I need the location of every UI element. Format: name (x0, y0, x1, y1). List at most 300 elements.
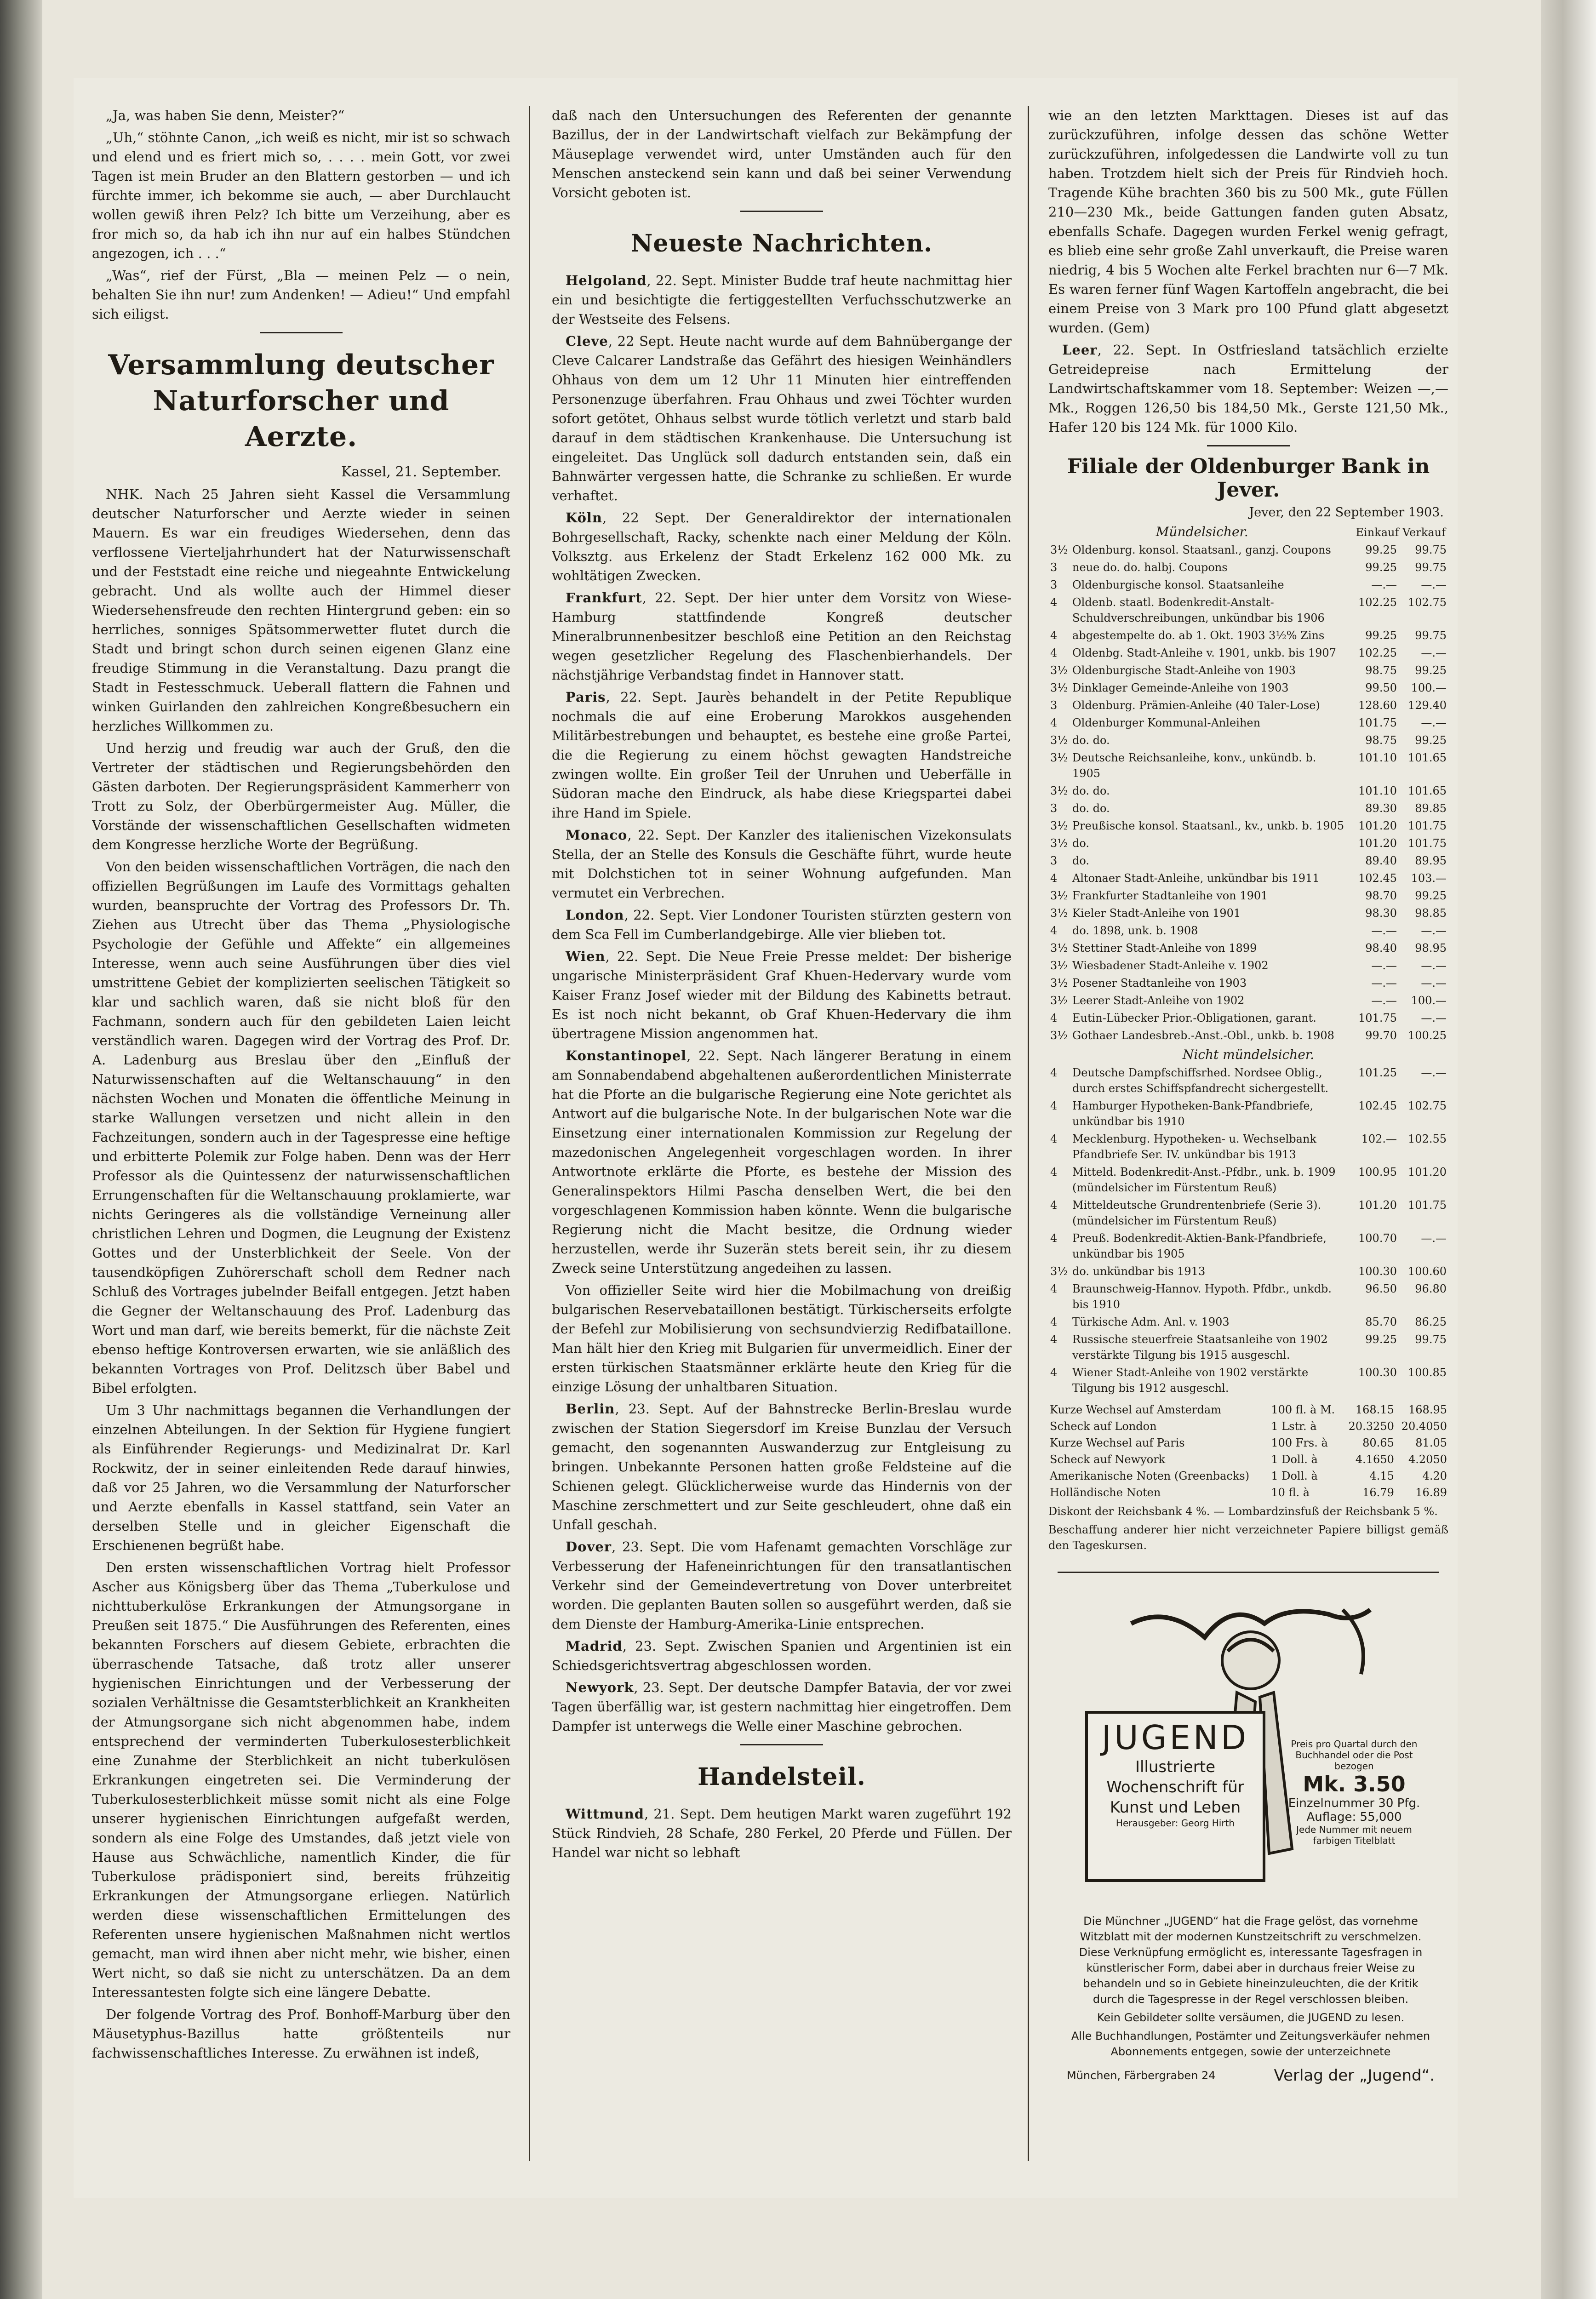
exchange-unit: 1 Doll. à (1271, 1453, 1318, 1466)
rate-buy: 101.75 (1358, 1012, 1397, 1024)
exchange-table (1048, 1401, 1448, 1501)
rate-row (1048, 1331, 1448, 1364)
rate-sell: 99.25 (1415, 889, 1447, 902)
rate-pct: 3½ (1050, 819, 1068, 832)
rate-name: do. unkündbar bis 1913 (1072, 1265, 1206, 1278)
column-left (92, 106, 510, 2166)
exchange-unit: 1 Lstr. à (1271, 1420, 1317, 1433)
exchange-row (1048, 1468, 1448, 1484)
article-paragraph: daß nach den Untersuchungen des Referenten der genannte Bazillus, der in der Landwirtschaft vielfach zur Bekämpfung der Mäuseplage verwendet wird, unter Umständen auch für den Menschen ansteckend sein kann und daß bei seiner Verwendung Vorsicht geboten ist. (552, 108, 1012, 200)
rate-pct: 4 (1050, 1066, 1058, 1079)
rate-name: Dinklager Gemeinde-Anleihe von 1903 (1072, 681, 1289, 694)
rate-name: Oldenburger Kommunal-Anleihen (1072, 716, 1261, 729)
rate-pct: 3 (1050, 699, 1058, 712)
rate-row (1048, 887, 1448, 904)
rate-sell: 99.75 (1415, 561, 1447, 574)
rate-row (1048, 1097, 1448, 1130)
rate-row (1048, 817, 1448, 835)
news-item-text: 22. Sept. Der Kanzler des italienischen Vizekonsulats Stella, der an Stelle des Konsuls die Geschäfte führt, wurde heute mit Dolchstichen tot in seiner Wohnung aufgefunden. Man vermutet ein Verbrechen. (552, 827, 1012, 901)
rate-sell: 101.75 (1408, 819, 1447, 832)
rate-sell: —.— (1421, 959, 1447, 972)
rate-row (1048, 939, 1448, 957)
rate-pct: 4 (1050, 1333, 1058, 1346)
rate-name: Mitteld. Bodenkredit-Anst.-Pfdbr., unk. b. 1909 (mündelsicher im Fürstentum Reuß) (1072, 1166, 1336, 1194)
story-paragraph: „Was“, rief der Fürst, „Bla — meinen Pelz — o nein, behalten Sie ihn nur! zum Andenken! — Adieu!“ Und empfahl sich eiligst. (92, 268, 510, 322)
rate-sell: 99.75 (1415, 1333, 1447, 1346)
rate-sell: 101.75 (1408, 837, 1447, 850)
rate-buy: 98.30 (1365, 907, 1397, 920)
rate-row (1048, 835, 1448, 852)
exchange-buy: 80.65 (1362, 1436, 1394, 1449)
rate-buy: 128.60 (1358, 699, 1397, 712)
exchange-unit: 100 fl. à M. (1271, 1403, 1335, 1416)
rate-pct: 3½ (1050, 751, 1068, 764)
rate-sell: 96.80 (1415, 1282, 1447, 1295)
rate-pct: 3 (1050, 802, 1058, 815)
rate-row (1048, 800, 1448, 817)
rate-pct: 4 (1050, 1099, 1058, 1112)
place-name: Newyork (566, 1680, 634, 1695)
rate-name: Wiesbadener Stadt-Anleihe v. 1902 (1072, 959, 1269, 972)
article-headline: Versammlung deutscher Naturforscher und Aerzte. (108, 349, 494, 453)
rate-sell: 101.20 (1408, 1166, 1447, 1178)
place-name: Cleve (566, 333, 608, 349)
rate-sell: 99.25 (1415, 664, 1447, 677)
rate-name: Altonaer Stadt-Anleihe, unkündbar bis 1911 (1072, 872, 1320, 885)
ad-body (1067, 1913, 1435, 2083)
rate-name: Türkische Adm. Anl. v. 1903 (1072, 1315, 1230, 1328)
rate-row (1048, 1163, 1448, 1196)
rate-name: Oldenburg. konsol. Staatsanl., ganzj. Coupons (1072, 543, 1331, 556)
rate-name: Oldenburgische konsol. Staatsanleihe (1072, 578, 1284, 591)
rate-buy: 101.20 (1358, 837, 1397, 850)
rate-sell: —.— (1421, 1012, 1447, 1024)
ad-price: Mk. 3.50 (1303, 1772, 1406, 1796)
ad-subtitle: Kunst und Leben (1110, 1798, 1241, 1817)
place-name: Dover (566, 1539, 612, 1555)
rate-row (1048, 1009, 1448, 1027)
ad-single-price: Einzelnummer 30 Pfg. (1288, 1796, 1420, 1810)
rate-name: Eutin-Lübecker Prior.-Obligationen, garant. (1072, 1012, 1316, 1024)
rate-name: do. (1072, 837, 1090, 850)
rate-pct: 3½ (1050, 543, 1068, 556)
rate-pct: 4 (1050, 1166, 1058, 1178)
rate-buy: 98.75 (1365, 734, 1397, 747)
exchange-row (1048, 1435, 1448, 1451)
rate-pct: 3 (1050, 578, 1058, 591)
ad-footer (1067, 2068, 1435, 2083)
ad-body-text: Die Münchner „JUGEND“ hat die Frage gelöst, das vornehme Witzblatt mit der modernen Kunstzeitschrift zu verschmelzen. Diese Verknüpfung ermöglicht es, interessante Tagesfragen in künstlerischer Form, dabei aber in durchaus freier Weise zu behandeln und so in Gebiete hineinzuleuchten, die der Kritik durch die Tagespresse in der Regel verschlossen bleiben. (1079, 1915, 1423, 2006)
newspaper-page (74, 78, 1458, 2198)
rate-name: do. 1898, unk. b. 1908 (1072, 924, 1198, 937)
rate-name: do. do. (1072, 802, 1110, 815)
rate-pct: 3½ (1050, 889, 1068, 902)
rate-row (1048, 957, 1448, 974)
rate-row (1048, 559, 1448, 576)
trade-text: 22. Sept. In Ostfriesland tatsächlich erzielte Getreidepreise nach Ermittelung der Landwirtschaftskammer vom 18. September: Weizen —,— Mk., Roggen 126,50 bis 184,50 Mk., Gerste 121,50 Mk., Hafer 120 bis 124 Mk. für 1000 Kilo. (1048, 342, 1448, 435)
rate-name: Wiener Stadt-Anleihe von 1902 verstärkte Tilgung bis 1912 ausgeschl. (1072, 1366, 1309, 1395)
rate-row (1048, 852, 1448, 869)
rate-sell: 86.25 (1415, 1315, 1447, 1328)
divider (740, 1744, 823, 1745)
ad-circulation: Auflage: 55,000 (1306, 1810, 1402, 1824)
jugend-advertisement (1058, 1572, 1439, 2125)
place-name: Wien (566, 949, 606, 964)
rate-row (1048, 679, 1448, 697)
rate-name: do. do. (1072, 734, 1110, 747)
divider (1207, 445, 1290, 446)
rate-row (1048, 904, 1448, 922)
rate-pct: 4 (1050, 1366, 1058, 1379)
exchange-buy: 168.15 (1355, 1403, 1394, 1416)
rate-name: do. do. (1072, 784, 1110, 797)
rates-table (1048, 541, 1448, 1044)
rate-row (1048, 627, 1448, 644)
ad-price-head: Preis pro Quartal durch den Buchhandel oder die Post bezogen (1291, 1739, 1418, 1772)
rate-sell: 89.95 (1415, 854, 1447, 867)
news-item: Konstantinopel, 22. Sept. Nach längerer Beratung in einem am Sonnabendabend abgehaltenen außerordentlichen Ministerrate hat die Pforte an die bulgarische Regierung eine Note gerichtet als Antwort auf die bulgarische Note. In der bulgarischen Note war die Einsetzung einer internationalen Kommission zur Regelung der mazedonischen Angelegenheit vorgeschlagen worden. In ihrer Antwortnote erklärte die Pforte, es bestehe der Mission des Generalinspektors Hilmi Pascha denselben Wert, die bei den vorgeschlagenen Kommission haben könnte. Wenn die bulgarische Regierung nicht die Macht besitze, die Ordnung wieder herzustellen, werde ihr Suzerän stets bereit sein, ihr zu diesem Zweck seine Unterstützung angedeihen zu lassen. (552, 1048, 1012, 1276)
rate-row (1048, 1064, 1448, 1097)
news-item: Cleve, 22 Sept. Heute nacht wurde auf dem Bahnübergange der Cleve Calcarer Landstraße das Gefährt des hiesigen Weinhändlers Ohhaus von dem um 12 Uhr 11 Minuten hier eintreffenden Personenzuge überfahren. Frau Ohhaus und zwei Töchter wurden sofort getötet, Ohhaus selbst wurde tötlich verletzt und starb bald darauf in dem städtischen Krankenhause. Die Untersuchung ist eingeleitet. Das Unglück soll dadurch entstanden sein, daß ein Bahnwärter vergessen hatte, die Schranke zu schließen. Er wurde verhaftet. (552, 333, 1012, 503)
news-list (552, 271, 1012, 1736)
place-name: Wittmund (566, 1806, 644, 1822)
bank-date: Jever, den 22 September 1903. (1249, 505, 1444, 520)
exchange-label: Scheck auf London (1050, 1420, 1157, 1433)
exchange-unit: 1 Doll. à (1271, 1470, 1318, 1482)
scan-page-edge (1541, 0, 1596, 2299)
rate-sell: 102.55 (1408, 1132, 1447, 1145)
rate-name: Gothaer Landesbreb.-Anst.-Obl., unkb. b. 1908 (1072, 1029, 1334, 1042)
rate-pct: 3½ (1050, 942, 1068, 955)
news-item-text: 23. Sept. Der deutsche Dampfer Batavia, der vor zwei Tagen überfällig war, ist gestern nachmittag hier eingetroffen. Dem Dampfer ist unterwegs die Welle einer Maschine gebrochen. (552, 1680, 1012, 1734)
rate-name: Mitteldeutsche Grundrentenbriefe (Serie 3). (mündelsicher im Fürstentum Reuß) (1072, 1199, 1321, 1227)
news-item: Monaco, 22. Sept. Der Kanzler des italienischen Vizekonsulats Stella, der an Stelle des Konsuls die Geschäfte führt, wurde heute mit Dolchstichen tot in seiner Wohnung aufgefunden. Man vermutet ein Verbrechen. (552, 827, 1012, 901)
exchange-label: Scheck auf Newyork (1050, 1453, 1166, 1466)
section-headline: Handelsteil. (698, 1763, 866, 1791)
rate-sell: —.— (1421, 924, 1447, 937)
rate-row (1048, 1263, 1448, 1280)
exchange-buy: 20.3250 (1348, 1420, 1394, 1433)
exchange-sell: 16.89 (1415, 1486, 1447, 1499)
column-middle (552, 106, 1012, 2166)
rate-row (1048, 992, 1448, 1009)
place-name: Konstantinopel (566, 1048, 687, 1064)
rate-name: Russische steuerfreie Staatsanleihe von 1902 verstärkte Tilgung bis 1915 ausgeschl. (1072, 1333, 1328, 1361)
rate-row (1048, 974, 1448, 992)
rate-sell: 100.— (1411, 681, 1447, 694)
rate-pct: 4 (1050, 646, 1058, 659)
rate-sell: 101.65 (1408, 784, 1447, 797)
rate-buy: 100.30 (1358, 1265, 1397, 1278)
exchange-buy: 16.79 (1362, 1486, 1394, 1499)
news-item-text: 23. Sept. Zwischen Spanien und Argentinien ist ein Schiedsgerichtsvertrag abgeschlossen worden. (552, 1638, 1012, 1673)
rate-sell: 99.75 (1415, 629, 1447, 642)
exchange-label: Kurze Wechsel auf Paris (1050, 1436, 1185, 1449)
rate-pct: 3½ (1050, 977, 1068, 989)
rate-name: neue do. do. halbj. Coupons (1072, 561, 1228, 574)
rate-sell: 98.95 (1415, 942, 1447, 955)
discount-note: Diskont der Reichsbank 4 %. — Lombardzinsfuß der Reichsbank 5 %. (1048, 1505, 1438, 1518)
place-name: Madrid (566, 1638, 623, 1654)
rate-pct: 4 (1050, 1232, 1058, 1245)
article-paragraph: Von den beiden wissenschaftlichen Vorträgen, die nach den offiziellen Begrüßungen im Laufe des Vormittags gehalten wurden, beanspruchte der Vortrag des Professors Dr. Th. Ziehen aus Utrecht über das Thema „Physiologische Psychologie der Gefühle und Affekte“ ein allgemeines Interesse, wenn auch seine Ausführungen über dies viel umstrittene Gebiet der komplizierten seelischen Tätigkeit so klar und sachlich waren, daß sie nicht bloß für den Fachmann, sondern auch für den gebildeten Laien leicht verständlich waren. Dagegen wird der Vortrag des Prof. Dr. A. Ladenburg aus Breslau über den „Einfluß der Naturwissenschaften auf die Weltanschauung“ in den nächsten Wochen und Monaten die öffentliche Meinung in starke Wallungen versetzen und nicht allein in den Fachzeitungen, sondern auch in der Tagespresse eine heftige und erbitterte Polemik zur Folge haben. Denn was der Herr Professor als die Quintessenz der naturwissenschaftlichen Errungenschaften für die Weltanschauung proklamierte, war nichts Geringeres als die vollständige Verneinung aller christlichen Lehren und Dogmen, die Leugnung der Existenz Gottes und der Unsterblichkeit der Seele. Von der tausendköpfigen Zuhörerschaft scholl dem Redner nach Schluß des Vortrages jubelnder Beifall entgegen. Jetzt haben die Gegner der Weltanschauung des Prof. Ladenburg das Wort und man darf, wie bereits bemerkt, für die nächste Zeit ebenso heftige Kontroversen erwarten, wie sie anläßlich des bekannten Vortrages von Prof. Delitzsch über Babel und Bibel erfolgten. (92, 859, 510, 1396)
rate-sell: 101.65 (1408, 751, 1447, 764)
rate-sell: 89.85 (1415, 802, 1447, 815)
exchange-row (1048, 1484, 1448, 1501)
exchange-buy: 4.1650 (1355, 1453, 1394, 1466)
rate-buy: —.— (1371, 924, 1397, 937)
news-item-text: 22. Sept. Minister Budde traf heute nachmittag hier ein und besichtigte die fertiggestellten Verfuchsschutzwerke an der Westseite des Felsens. (552, 273, 1012, 327)
rate-row (1048, 1313, 1448, 1331)
rate-buy: 89.40 (1365, 854, 1397, 867)
rate-row (1048, 541, 1448, 559)
rate-buy: 96.50 (1365, 1282, 1397, 1295)
trade-item: Leer, 22. Sept. In Ostfriesland tatsächlich erzielte Getreidepreise nach Ermittelung der Landwirtschaftskammer vom 18. September: Weizen —,— Mk., Roggen 126,50 bis 184,50 Mk., Gerste 121,50 Mk., Hafer 120 bis 124 Mk. für 1000 Kilo. (1048, 342, 1448, 435)
exchange-label: Kurze Wechsel auf Amsterdam (1050, 1403, 1221, 1416)
bank-title: Filiale der Oldenburger Bank in Jever. (1067, 455, 1430, 502)
article-paragraph: NHK. Nach 25 Jahren sieht Kassel die Versammlung deutscher Naturforscher und Aerzte wieder in seinen Mauern. Es war ein freudiges Wiedersehen, denn das verflossene Vierteljahrhundert hat der Naturwissenschaft und der Feststadt eine reiche und niegeahnte Entwickelung gebracht. Und als wollte auch der Himmel dieser Wiedersehensfreude den rechten Hintergrund geben: ein so herrliches, sonniges Spätsommerwetter flutet durch die Stadt und bringt schon durch seinen eigenen Glanz eine freudige Stimmung in die Veranstaltung. Dazu prangt die Stadt in Festesschmuck. Ueberall flattern die Fahnen und winken Guirlanden den zahlreichen Kongreßbesuchern ein herzliches Willkommen zu. (92, 486, 510, 734)
rate-sell: 129.40 (1408, 699, 1447, 712)
place-name: Köln (566, 510, 603, 526)
rate-name: Frankfurter Stadtanleihe von 1901 (1072, 889, 1268, 902)
rate-pct: 3 (1050, 561, 1058, 574)
rate-pct: 3½ (1050, 1029, 1068, 1042)
rate-name: Preuß. Bodenkredit-Aktien-Bank-Pfandbriefe, unkündbar bis 1905 (1072, 1232, 1327, 1260)
rate-sell: —.— (1421, 646, 1447, 659)
rate-row (1048, 644, 1448, 662)
exchange-row (1048, 1418, 1448, 1435)
article-paragraph: Der folgende Vortrag des Prof. Bonhoff-Marburg über den Mäusetyphus-Bazillus hatte größtenteils nur fachwissenschaftliches Interesse. Zu erwähnen ist indeß, (92, 2007, 510, 2061)
news-item-text: 22 Sept. Heute nacht wurde auf dem Bahnübergange der Cleve Calcarer Landstraße das Gefährt des hiesigen Weinhändlers Ohhaus von dem um 12 Uhr 11 Minuten hier eintreffenden Personenzuge überfahren. Frau Ohhaus und zwei Töchter wurden sofort getötet, Ohhaus selbst wurde tötlich verletzt und starb bald darauf in dem städtischen Krankenhause. Die Untersuchung ist eingeleitet. Das Unglück soll dadurch entstanden sein, daß ein Bahnwärter vergessen hatte, die Schranke zu schließen. Er wurde verhaftet. (552, 333, 1012, 503)
rate-sell: —.— (1421, 1232, 1447, 1245)
rate-sell: 99.25 (1415, 734, 1447, 747)
rate-name: Oldenb. staatl. Bodenkredit-Anstalt-Schuldverschreibungen, unkündbar bis 1906 (1072, 596, 1325, 624)
ad-publisher: Verlag der „Jugend“. (1274, 2066, 1435, 2085)
rate-name: Deutsche Reichsanleihe, konv., unkündb. b. 1905 (1072, 751, 1316, 780)
column-header: Einkauf Verkauf (1356, 526, 1446, 539)
rate-pct: 4 (1050, 629, 1058, 642)
rate-sell: 102.75 (1408, 596, 1447, 609)
place-name: Paris (566, 689, 606, 705)
rate-pct: 3½ (1050, 959, 1068, 972)
trade-item: Wittmund, 21. Sept. Dem heutigen Markt waren zugeführt 192 Stück Rindvieh, 28 Schafe, 280 Ferkel, 20 Pferde und Füllen. Der Handel war nicht so lebhaft (552, 1806, 1012, 1860)
news-item: Frankfurt, 22. Sept. Der hier unter dem Vorsitz von Wiese-Hamburg stattfindende Kongreß deutscher Mineralbrunnenbesitzer beschloß eine Petition an den Reichstag wegen gesetzlicher Regelung des Flaschenbierhandels. Der nächstjährige Verbandstag findet in Hannover statt. (552, 590, 1012, 683)
news-item-text: 23. Sept. Die vom Hafenamt gemachten Vorschläge zur Verbesserung der Hafeneinrichtungen für den transatlantischen Verkehr sind der Gemeindevertretung von Dover unterbreitet worden. Die geplanten Bauten sollen so ausgeführt werden, daß sie dem Dienste der Hamburg-Amerika-Linie entsprechen. (552, 1539, 1012, 1632)
news-item: Madrid, 23. Sept. Zwischen Spanien und Argentinien ist ein Schiedsgerichtsvertrag abgeschlossen worden. (552, 1638, 1012, 1673)
rate-pct: 3 (1050, 854, 1058, 867)
rate-name: do. (1072, 854, 1090, 867)
rate-row (1048, 1130, 1448, 1163)
rate-sell: 102.75 (1408, 1099, 1447, 1112)
news-item-text: 22. Sept. Der hier unter dem Vorsitz von Wiese-Hamburg stattfindende Kongreß deutscher Mineralbrunnenbesitzer beschloß eine Petition an den Reichstag wegen gesetzlicher Regelung des Flaschenbierhandels. Der nächstjährige Verbandstag findet in Hannover statt. (552, 590, 1012, 683)
rate-sell: 99.75 (1415, 543, 1447, 556)
exchange-label: Amerikanische Noten (Greenbacks) (1050, 1470, 1250, 1482)
exchange-unit: 100 Frs. à (1271, 1436, 1328, 1449)
exchange-sell: 20.4050 (1401, 1420, 1447, 1433)
rate-name: Hamburger Hypotheken-Bank-Pfandbriefe, unkündbar bis 1910 (1072, 1099, 1314, 1128)
rate-buy: 101.25 (1358, 1066, 1397, 1079)
rate-pct: 3½ (1050, 907, 1068, 920)
news-item: Köln, 22 Sept. Der Generaldirektor der internationalen Bohrgesellschaft, Racky, schenkte nach einer Meldung der Köln. Volksztg. aus Erkelenz der Stadt Erkelenz 162 000 Mk. zu wohltätigen Zwecken. (552, 510, 1012, 583)
rate-pct: 3½ (1050, 664, 1068, 677)
news-item: Helgoland, 22. Sept. Minister Budde traf heute nachmittag hier ein und besichtigte die fertiggestellten Verfuchsschutzwerke an der Westseite des Felsens. (552, 273, 1012, 327)
rate-pct: 4 (1050, 1012, 1058, 1024)
scan-binding-edge (0, 0, 42, 2299)
rate-pct: 4 (1050, 1199, 1058, 1212)
rate-row (1048, 782, 1448, 800)
rate-pct: 4 (1050, 716, 1058, 729)
exchange-unit: 10 fl. à (1271, 1486, 1310, 1499)
rate-row (1048, 594, 1448, 627)
rate-pct: 4 (1050, 596, 1058, 609)
footnote: Beschaffung anderer hier nicht verzeichneter Papiere billigst gemäß den Tageskursen. (1048, 1523, 1448, 1552)
rate-row (1048, 1280, 1448, 1313)
exchange-row (1048, 1401, 1448, 1418)
rate-buy: 85.70 (1365, 1315, 1397, 1328)
rates-table (1048, 1064, 1448, 1397)
rate-pct: 3½ (1050, 734, 1068, 747)
divider (260, 332, 343, 333)
news-item: Wien, 22. Sept. Die Neue Freie Presse meldet: Der bisherige ungarische Ministerpräsident Graf Khuen-Hedervary wurde vom Kaiser Franz Josef wieder mit der Bildung des Kabinetts betraut. Es ist noch nicht bekannt, ob Graf Khuen-Hedervary die ihm übertragene Mission angenommen hat. (552, 949, 1012, 1041)
news-item: Berlin, 23. Sept. Auf der Bahnstrecke Berlin-Breslau wurde zwischen der Station Siegersdorf im Kreise Bunzlau der Versuch gemacht, den sogenannten Auswanderzug zur Entgleisung zu bringen. Unbekannte Personen hatten große Feldsteine auf die Schienen gelegt. Glücklicherweise wurde das Hindernis von der Maschine zerschmettert und zur Seite geschleudert, ohne daß ein Unfall geschah. (552, 1401, 1012, 1533)
trade-paragraph: wie an den letzten Markttagen. Dieses ist auf das zurückzuführen, infolge dessen das schöne Wetter zurückzuführen, infolgedessen die Landwirte voll zu tun haben. Trotzdem hielt sich der Preis für Rindvieh hoch. Tragende Kühe brachten 360 bis zu 500 Mk., gute Füllen 210—230 Mk., beide Gattungen fanden guten Absatz, ebenfalls Schafe. Dagegen wurden Ferkel wenig gefragt, es blieb eine sehr große Zahl unverkauft, die Preise waren niedrig, 4 bis 5 Wochen alte Ferkel brachten nur 6—7 Mk. Es waren ferner fünf Wagen Kartoffeln angebracht, die bei einem Preise von 3 Mark pro 100 Pfund glatt abgesetzt wurden. (Gem) (1048, 108, 1448, 336)
exchange-row (1048, 1451, 1448, 1468)
ad-address: München, Färbergraben 24 (1067, 2069, 1216, 2082)
bank-section: Mündelsicher. (1156, 524, 1248, 539)
rate-row (1048, 697, 1448, 714)
news-item: Paris, 22. Sept. Jaurès behandelt in der Petite Republique nochmals die auf eine Eroberung Marokkos ausgehenden Militärbestrebungen und behauptet, es bestehe eine große Partei, die die Regierung zu einem höchst gewagten Handstreiche zwingen wollte. Ein großer Teil der Unruhen und Ueberfälle in Südoran mache den Eindruck, als habe diese Kriegspartei dabei ihre Hand im Spiele. (552, 689, 1012, 821)
rate-pct: 4 (1050, 872, 1058, 885)
rate-sell: 100.60 (1408, 1265, 1447, 1278)
place-name: Monaco (566, 827, 628, 843)
rate-buy: —.— (1371, 959, 1397, 972)
rate-buy: 102.— (1361, 1132, 1397, 1145)
rate-buy: 101.75 (1358, 716, 1397, 729)
rate-sell: —.— (1421, 977, 1447, 989)
rate-buy: 98.70 (1365, 889, 1397, 902)
rate-buy: 99.25 (1365, 561, 1397, 574)
rate-buy: 102.25 (1358, 646, 1397, 659)
divider (740, 211, 823, 212)
rate-sell: —.— (1421, 578, 1447, 591)
rate-row (1048, 576, 1448, 594)
rate-sell: 100.25 (1408, 1029, 1447, 1042)
rate-name: Oldenburgische Stadt-Anleihe von 1903 (1072, 664, 1296, 677)
exchange-sell: 4.2050 (1408, 1453, 1447, 1466)
rate-buy: —.— (1371, 977, 1397, 989)
rate-row (1048, 1027, 1448, 1044)
exchange-sell: 168.95 (1408, 1403, 1447, 1416)
rate-buy: 89.30 (1365, 802, 1397, 815)
section-headline: Neueste Nachrichten. (630, 229, 933, 257)
rate-name: Braunschweig-Hannov. Hypoth. Pfdbr., unkdb. bis 1910 (1072, 1282, 1332, 1311)
rate-pct: 4 (1050, 1315, 1058, 1328)
rate-row (1048, 662, 1448, 679)
news-item-text: 22. Sept. Vier Londoner Touristen stürzten gestern von dem Sca Fell im Cumberlandgebirge. Alle vier blieben tot. (552, 907, 1012, 942)
article-paragraph: Um 3 Uhr nachmittags begannen die Verhandlungen der einzelnen Abteilungen. In der Sektion für Hygiene fungiert als Einführender Regierungs- und Medizinalrat Dr. Karl Rockwitz, der in seiner einleitenden Rede darauf hinwies, daß vor 25 Jahren, wo die Versammlung der Naturforscher und Aerzte ebenfalls in Kassel stattfand, sein Vater an derselben Stelle und in gleicher Eigenschaft die Erschienenen begrüßt habe. (92, 1402, 510, 1553)
rate-pct: 3½ (1050, 681, 1068, 694)
exchange-sell: 81.05 (1415, 1436, 1447, 1449)
trade-list (552, 1804, 1012, 1862)
rate-pct: 4 (1050, 924, 1058, 937)
rate-buy: 100.70 (1358, 1232, 1397, 1245)
exchange-buy: 4.15 (1369, 1470, 1394, 1482)
rate-row (1048, 714, 1448, 732)
rate-name: Mecklenburg. Hypotheken- u. Wechselbank Pfandbriefe Ser. IV. unkündbar bis 1913 (1072, 1132, 1316, 1161)
rate-pct: 3½ (1050, 837, 1068, 850)
rate-row (1048, 1196, 1448, 1230)
rate-buy: 98.75 (1365, 664, 1397, 677)
news-item (552, 1281, 1012, 1396)
rate-sell: —.— (1421, 1066, 1447, 1079)
rate-buy: 101.10 (1358, 751, 1397, 764)
rate-pct: 3½ (1050, 1265, 1068, 1278)
article-paragraph: Den ersten wissenschaftlichen Vortrag hielt Professor Ascher aus Königsberg über das Thema „Tuberkulose und nichttuberkulöse Erkrankungen der Atmungsorgane in Preußen seit 1875.“ Die Ausführungen des Referenten, eines bekannten Forschers auf diesem Gebiete, erbrachten die überraschende Tatsache, daß trotz aller unserer hygienischen Einrichtungen und der Verbesserung der sozialen Verhältnisse die Gesamtsterblichkeit an Krankheiten der Atmungsorgane sich nicht abgenommen habe, indem entsprechend der verminderten Tuberkulosesterblichkeit eine Zunahme der Sterblichkeit an nicht tuberkulösen Erkrankungen eingetreten sei. Die Verminderung der Tuberkulosesterblichkeit müsse somit nicht als eine Folge unserer hygienischen Einrichtungen aufgefaßt werden, sondern als eine Folge des Umstandes, daß jetzt viele von Hause aus Schwächliche, namentlich Kinder, die für Tuberkulose prädisponiert sind, bereits frühzeitig Erkrankungen der Atmungsorgane erliegen. Natürlich werden diese wissenschaftlichen Ermittelungen des Referenten unsere hygienischen Maßnahmen nicht wertlos gemacht, man wird ihnen aber nicht mehr, wie bisher, einen Wert nicht, so daß sie nicht zu unterschätzen. Da an dem Interessantesten folgte sich eine längere Debatte. (92, 1560, 510, 2000)
rate-pct: 3½ (1050, 994, 1068, 1007)
news-item: Dover, 23. Sept. Die vom Hafenamt gemachten Vorschläge zur Verbesserung der Hafeneinrichtungen für den transatlantischen Verkehr sind der Gemeindevertretung von Dover unterbreitet worden. Die geplanten Bauten sollen so ausgeführt werden, daß sie dem Dienste der Hamburg-Amerika-Linie entsprechen. (552, 1539, 1012, 1632)
rate-buy: 102.45 (1358, 1099, 1397, 1112)
rate-buy: 102.25 (1358, 596, 1397, 609)
rate-sell: 101.75 (1408, 1199, 1447, 1212)
exchange-sell: 4.20 (1422, 1470, 1447, 1482)
place-name: London (566, 907, 624, 923)
rate-name: Kieler Stadt-Anleihe von 1901 (1072, 907, 1241, 920)
news-item-text: 22 Sept. Der Generaldirektor der internationalen Bohrgesellschaft, Racky, schenkte nach einer Meldung der Köln. Volksztg. aus Erkelenz der Stadt Erkelenz 162 000 Mk. zu wohltätigen Zwecken. (552, 510, 1012, 583)
rate-row (1048, 1230, 1448, 1263)
rate-name: abgestempelte do. ab 1. Okt. 1903 3½% Zins (1072, 629, 1325, 642)
bank-section: Nicht mündelsicher. (1182, 1047, 1315, 1062)
rate-sell: 98.85 (1415, 907, 1447, 920)
place-name: Berlin (566, 1401, 615, 1417)
column-right (1048, 106, 1448, 2166)
rate-row (1048, 869, 1448, 887)
rate-buy: 99.50 (1365, 681, 1397, 694)
rate-sell: —.— (1421, 716, 1447, 729)
rate-row (1048, 922, 1448, 939)
rate-buy: 101.20 (1358, 819, 1397, 832)
place-name: Helgoland (566, 273, 647, 288)
rate-name: Oldenburg. Prämien-Anleihe (40 Taler-Lose) (1072, 699, 1320, 712)
ad-subtitle: Illustrierte (1135, 1758, 1216, 1776)
news-item-text: 22. Sept. Nach längerer Beratung in einem am Sonnabendabend abgehaltenen außerordentlichen Ministerrate hat die Pforte an die bulgarische Regierung eine Note gerichtet als Antwort auf die bulgarische Note. In der bulgarischen Note war die Einsetzung einer internationalen Kommission zur Regelung der mazedonischen Angelegenheit vorgeschlagen worden. In ihrer Antwortnote erklärte die Pforte, es bestehe der Mission des Generalinspektors Hilmi Pascha denselben Wert, die bei den vorgeschlagenen Kommission haben könnte. Wenn die bulgarische Regierung nicht die Macht besitze, die Ordnung wieder herzustellen, werde ihr Suzerän stets bereit sein, ihr zu diesem Zweck seine Unterstützung angedeihen zu lassen. (552, 1048, 1012, 1276)
rate-pct: 4 (1050, 1132, 1058, 1145)
story-paragraph: „Uh,“ stöhnte Canon, „ich weiß es nicht, mir ist so schwach und elend und es friert mich so, . . . . mein Gott, vor zwei Tagen ist mein Bruder an den Blattern gestorben — und ich fürchte immer, ich bekomme sie auch, — aber Durchlaucht wollen gewiß ihren Pelz? Ich bitte um Verzeihung, aber es fror mich so, da hab ich ihn nur auf ein halbes Stündchen angezogen, ich . . .“ (92, 130, 510, 261)
rate-buy: 99.25 (1365, 543, 1397, 556)
ad-body-text: Alle Buchhandlungen, Postämter und Zeitungsverkäufer nehmen Abonnements entgegen, sowie der unterzeichnete (1071, 2030, 1430, 2058)
rate-name: Stettiner Stadt-Anleihe von 1899 (1072, 942, 1257, 955)
rate-row (1048, 732, 1448, 749)
rate-buy: 98.40 (1365, 942, 1397, 955)
trade-item-text: 21. Sept. Dem heutigen Markt waren zugeführt 192 Stück Rindvieh, 28 Schafe, 280 Ferkel, 20 Pferde und Füllen. Der Handel war nicht so lebhaft (552, 1806, 1012, 1860)
rate-name: Preußische konsol. Staatsanl., kv., unkb. b. 1905 (1072, 819, 1344, 832)
rate-row (1048, 1364, 1448, 1397)
ad-body-text: Kein Gebildeter sollte versäumen, die JUGEND zu lesen. (1097, 2011, 1405, 2024)
rate-buy: —.— (1371, 994, 1397, 1007)
news-item-text: 23. Sept. Auf der Bahnstrecke Berlin-Breslau wurde zwischen der Station Siegersdorf im Kreise Bunzlau der Versuch gemacht, den sogenannten Auswanderzug zur Entgleisung zu bringen. Unbekannte Personen hatten große Feldsteine auf die Schienen gelegt. Glücklicherweise wurde das Hindernis von der Maschine zerschmettert und zur Seite geschleudert, ohne daß ein Unfall geschah. (552, 1401, 1012, 1533)
rate-sell: 100.85 (1408, 1366, 1447, 1379)
rate-name: Deutsche Dampfschiffsrhed. Nordsee Oblig., durch erstes Schiffspfandrecht sichergestellt. (1072, 1066, 1329, 1095)
news-item: Newyork, 23. Sept. Der deutsche Dampfer Batavia, der vor zwei Tagen überfällig war, ist gestern nachmittag hier eingetroffen. Dem Dampfer ist unterwegs die Welle einer Maschine gebrochen. (552, 1680, 1012, 1734)
rate-name: Leerer Stadt-Anleihe von 1902 (1072, 994, 1245, 1007)
ad-cover-note: Jede Nummer mit neuem farbigen Titelblatt (1296, 1824, 1412, 1846)
ad-editor: Herausgeber: Georg Hirth (1115, 1818, 1235, 1829)
rate-sell: 103.— (1411, 872, 1447, 885)
story-paragraph: „Ja, was haben Sie denn, Meister?“ (106, 108, 345, 123)
rate-buy: 99.25 (1365, 1333, 1397, 1346)
ad-title: JUGEND (1101, 1718, 1249, 1757)
column-rule (529, 106, 530, 2161)
rate-pct: 3½ (1050, 784, 1068, 797)
